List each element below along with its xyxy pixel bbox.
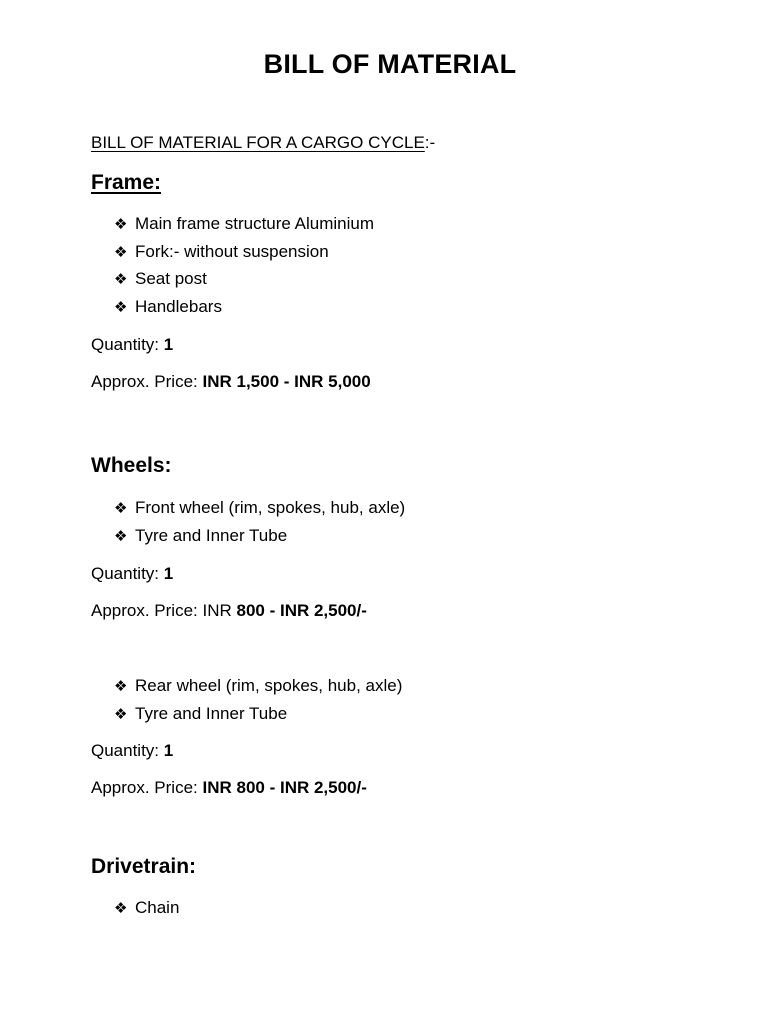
- frame-price: [91, 372, 371, 392]
- frame-quantity: [91, 335, 173, 355]
- front-wheel-items-list: [114, 497, 405, 552]
- bullet-diamond-icon: ❖: [114, 526, 128, 545]
- document-title: BILL OF MATERIAL: [263, 49, 517, 79]
- list-item-text: Tyre and Inner Tube: [135, 525, 288, 545]
- list-item: [114, 296, 374, 324]
- list-item: [114, 213, 374, 241]
- list-item-text: Main frame structure Aluminium: [135, 214, 375, 233]
- rear-wheel-items-list: [114, 675, 402, 730]
- quantity-value: 1: [163, 741, 174, 760]
- list-item: [114, 525, 405, 553]
- list-item-text: Fork:- without suspension: [135, 241, 329, 261]
- bullet-diamond-icon: ❖: [114, 499, 128, 517]
- quantity-label: Quantity:: [91, 335, 164, 354]
- quantity-value: 1: [163, 564, 174, 583]
- list-item: [114, 675, 402, 703]
- frame-heading: Frame:: [91, 171, 162, 194]
- list-item-text: Rear wheel (rim, spokes, hub, axle): [135, 676, 403, 695]
- bullet-diamond-icon: ❖: [114, 215, 128, 233]
- list-item-text: Tyre and Inner Tube: [135, 703, 288, 723]
- price-label: Approx. Price:: [91, 778, 203, 797]
- price-label: Approx. Price: INR: [91, 601, 237, 620]
- list-item: [114, 703, 402, 731]
- front-wheel-price: [91, 601, 367, 621]
- price-value: 800 - INR 2,500/-: [236, 601, 367, 620]
- quantity-value: 1: [163, 335, 174, 354]
- list-item-text: Seat post: [135, 269, 207, 288]
- bullet-diamond-icon: ❖: [114, 677, 128, 695]
- price-label: Approx. Price:: [91, 372, 203, 391]
- document-subtitle: [91, 133, 435, 153]
- bullet-diamond-icon: ❖: [114, 899, 128, 917]
- list-item: [114, 897, 179, 925]
- list-item-text: Front wheel (rim, spokes, hub, axle): [135, 498, 406, 517]
- list-item: [114, 497, 405, 525]
- frame-items-list: [114, 213, 374, 323]
- quantity-label: Quantity:: [91, 564, 164, 583]
- front-wheel-quantity: [91, 564, 173, 584]
- rear-wheel-quantity: [91, 741, 173, 761]
- rear-wheel-price: [91, 778, 367, 798]
- bullet-diamond-icon: ❖: [114, 270, 128, 288]
- wheels-heading: Wheels:: [91, 454, 172, 477]
- list-item-text: Chain: [135, 898, 180, 917]
- subtitle-text: BILL OF MATERIAL FOR A CARGO CYCLE: [91, 133, 425, 152]
- bullet-diamond-icon: ❖: [114, 704, 128, 723]
- price-value: INR 1,500 - INR 5,000: [202, 372, 371, 391]
- price-value: INR 800 - INR 2,500/-: [202, 778, 367, 797]
- bullet-diamond-icon: ❖: [114, 242, 128, 261]
- list-item: [114, 241, 374, 269]
- list-item: [114, 268, 374, 296]
- subtitle-suffix: :-: [424, 133, 436, 152]
- quantity-label: Quantity:: [91, 741, 164, 760]
- drivetrain-heading: Drivetrain:: [91, 855, 197, 878]
- drivetrain-items-list: [114, 897, 179, 925]
- bullet-diamond-icon: ❖: [114, 297, 128, 316]
- list-item-text: Handlebars: [135, 296, 222, 316]
